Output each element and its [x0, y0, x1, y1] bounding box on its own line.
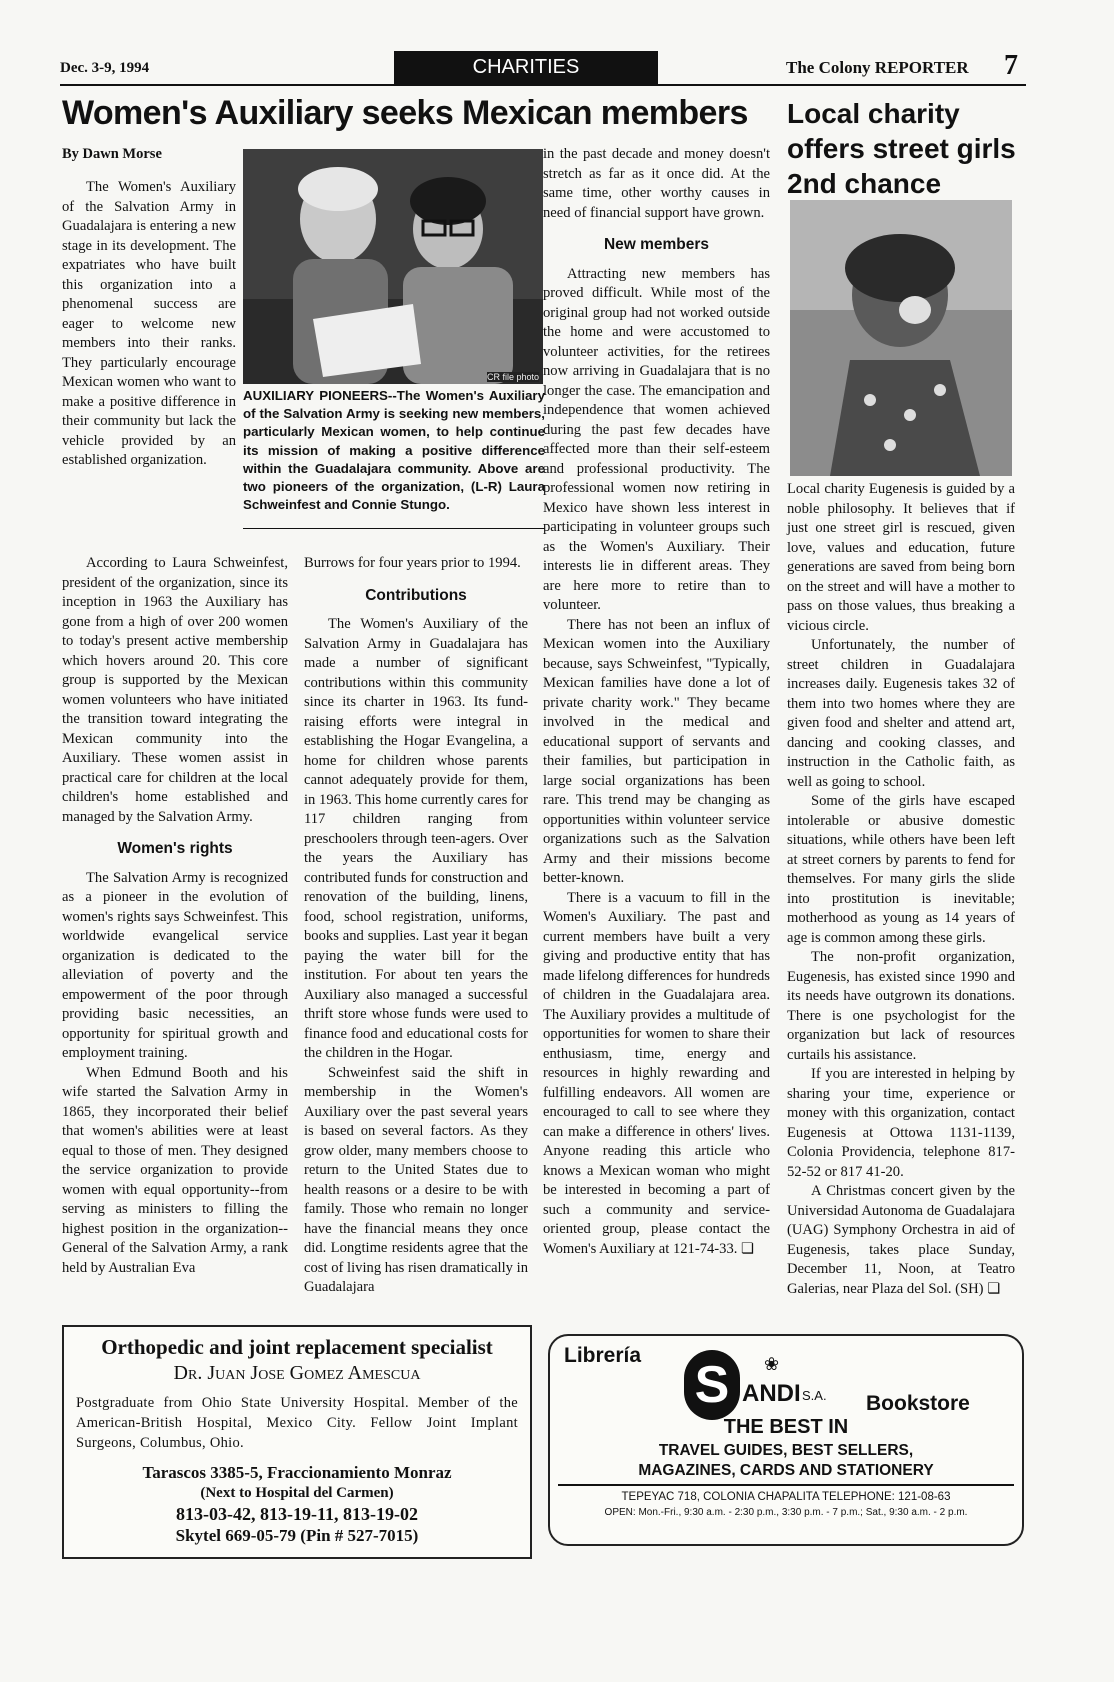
street-girl-photo: [790, 200, 1012, 476]
intro-paragraph: The Women's Auxiliary of the Salvation Army in Guadalajara is entering a new stage in its development. The expatriates who have built this organization into a phenomenal success are eager to welcome new members into their ranks. They particularly encourage Mexican women who want to make a positive difference in their community but lack the vehicle provided by an established organization.: [62, 179, 236, 468]
col1-paragraph-3: The Salvation Army is recognized as a pioneer in the evolution of women's rights says Schweinfest. This worldwide evangelical service organization is dedicated to the alleviation of poverty and the empowerment of the poor through providing basic necessities, an opportunity for spiritual growth and employment training.: [62, 869, 288, 1061]
logo-letter: S: [694, 1356, 730, 1414]
col1-paragraph-4: When Edmund Booth and his wife started the Salvation Army in 1865, they incorporated their belief that women's abilities were at least equal to those of men. They designed the service organization to provide women with equal opportunity--from serving as ministers to filling the highest position in the organization--General of the Salvation Army, a rank held by Australian Eva: [62, 1064, 288, 1276]
libreria-label: Librería: [564, 1344, 642, 1367]
photo-caption: AUXILIARY PIONEERS--The Women's Auxiliary of the Salvation Army is seeking new members, particularly Mexican women, to help continue its mission of making a positive difference within the Guadalajara community. Above are two pioneers of the organization, (L-R) Laura Schweinfest and Connie Stungo.: [243, 388, 545, 513]
doctor-credentials: Postgraduate from Ohio State University Hospital. Member of the American-British Hospital, Mexico City. Fellow Joint Implant Surgeons, Columbus, Ohio.: [76, 1395, 518, 1451]
best-in-label: THE BEST IN: [723, 1416, 849, 1438]
main-headline: Women's Auxiliary seeks Mexican members: [62, 94, 748, 132]
doctor-phones: 813-03-42, 813-19-11, 813-19-02: [176, 1504, 418, 1524]
photo-credit: CR file photo: [486, 372, 539, 382]
auxiliary-pioneers-photo: [243, 149, 543, 384]
byline: By Dawn Morse: [62, 146, 162, 162]
col2-paragraph-3: Schweinfest said the shift in membership in the Women's Auxiliary over the past several years is based on several factors. As they grow older, many members choose to return to the United States due to health reasons or a desire to be with family. Those who remain no longer have the financial means they once did. Longtime residents agree that the cost of living has risen dramatically in Guadalajara: [304, 1064, 528, 1295]
side-paragraph-4: If you are interested in helping by sharing your time, experience or money with this organization, contact Eugenesis at Ottowa 1131-1139, Colonia Providencia, telephone 817-52-52 or 817 41-20.: [787, 1066, 1015, 1180]
sandi-logo: [684, 1350, 740, 1420]
side-headline: Local charity offers street girls 2nd chance: [787, 98, 1016, 199]
street-girl-illustration: [790, 200, 1012, 476]
side-photo-caption: Local charity Eugenesis is guided by a noble philosophy. It believes that if just one street girl is rescued, given love, values and education, future generations are saved from being born on the street and will have a mother to pass on those values, thus breaking a vicious circle.: [787, 481, 1015, 634]
subhead-new-members: New members: [603, 236, 710, 253]
col3-paragraph-2: Attracting new members has proved difficult. While most of the original group had not worked outside the home and were accustomed to volunteer activities, for the retirees now arriving in Guadalajara that is no longer the case. The emancipation and independence that women achieved during the past few decades have affected more than their self-esteem and professional productivity. The professional women now retiring in Mexico have shown less interest in participating in volunteer groups such as the Women's Auxiliary. Their interests lie in different areas. They are here more to retire than to volunteer.: [543, 265, 770, 613]
caption-rule: [243, 528, 545, 529]
col1: [62, 554, 288, 1278]
bookstore-rule: [558, 1484, 1014, 1486]
end-mark-icon: ❏: [741, 1240, 755, 1257]
side-paragraph-5-text: A Christmas concert given by the Universidad Autonoma de Guadalajara (UAG) Symphony Orchestra in aid of Eugenesis, takes place Sunday, December 11, Noon, at Teatro Galerias, near Plaza del Sol. (SH): [787, 1183, 1015, 1297]
masthead-rule: [60, 84, 1026, 86]
flower-icon: ❀: [764, 1354, 780, 1374]
side-paragraph-2: Some of the girls have escaped intolerable or abusive domestic situations, while others have been left at street corners by parents to fend for themselves. For many girls the slide into prostitution is inevitable; motherhood as young as 14 years of age is common among these girls.: [787, 793, 1015, 946]
col3: [543, 145, 770, 1259]
bookstore-label: Bookstore: [866, 1392, 970, 1415]
col2: [304, 554, 528, 1298]
side-paragraph-3: The non-profit organization, Eugenesis, has existed since 1990 and its needs have outgrown its donations. There is one psychologist for the organization but lack of resources curtails his assistance.: [787, 949, 1015, 1063]
bookstore-line-1: TRAVEL GUIDES, BEST SELLERS,: [658, 1442, 914, 1459]
doctor-skytel: Skytel 669-05-79 (Pin # 527-7015): [175, 1526, 419, 1545]
col3-paragraph-3: There has not been an influx of Mexican women into the Auxiliary because, says Schweinfest, "Typically, Mexican families have done a lot of private charity work." They became involved in the medical and educational support of servants and their families, but participation in large social organizations has been rare. This trend may be changing as opportunities within volunteer service organizations such as the Salvation Army and their missions become better-known.: [543, 616, 770, 886]
subhead-contributions: Contributions: [365, 586, 467, 604]
side-paragraph-1: Unfortunately, the number of street children in Guadalajara increases daily. Eugenesis takes 32 of them into two homes where they are given food and shelter and attend art, dancing and cooking classes, and instruction in the Catholic faith, as well as going to school.: [787, 637, 1015, 790]
bookstore-address: TEPEYAC 718, COLONIA CHAPALITA TELEPHONE: 121-08-63: [621, 1491, 951, 1503]
masthead-date: Dec. 3-9, 1994: [60, 60, 150, 76]
col1-paragraph-2: According to Laura Schweinfest, president of the organization, since its inception in 1963 the Auxiliary has gone from a high of over 200 women to today's present active membership which hovers around 20. This core group is supported by the Mexican women volunteers who have initiated the transition toward integrating the Mexican community into the Auxiliary. These women assist in practical care for children at the local children's home established and managed by the Salvation Army.: [62, 555, 288, 825]
section-banner: CHARITIES: [394, 51, 658, 84]
subhead-womens-rights: Women's rights: [117, 840, 233, 857]
col1-intro: [62, 178, 236, 471]
col2-paragraph-1: Burrows for four years prior to 1994.: [304, 555, 521, 571]
col3-paragraph-4-text: There is a vacuum to fill in the Women's Auxiliary. The past and current members have built a very giving and productive entity that has made lifelong differences for hundreds of children in the Guadalajara area. The Auxiliary provides a multitude of opportunities for women to share their enthusiasm, time, energy and resources in highly rewarding and fulfilling endeavors. All women are encouraged to call to see where they can make a difference in others' lives. Anyone reading this article who knows a Mexican woman who might be interested in becoming a part of such a community and service-oriented group, please contact the Women's Auxiliary at 121-74-33.: [543, 889, 770, 1257]
bookstore-hours: OPEN: Mon.-Fri., 9:30 a.m. - 2:30 p.m., 3:30 p.m. - 7 p.m.; Sat., 9:30 a.m. - 2 p.m.: [604, 1507, 968, 1518]
col4: [787, 480, 1015, 1299]
logo-suffix: S.A.: [802, 1388, 827, 1403]
paper-name: The Colony REPORTER: [786, 58, 969, 77]
logo-name: ANDI: [742, 1380, 801, 1407]
side-paragraph-5: [787, 1182, 1015, 1299]
doctor-address: Tarascos 3385-5, Fraccionamiento Monraz: [142, 1463, 452, 1482]
doctor-near: (Next to Hospital del Carmen): [200, 1485, 394, 1501]
doctor-ad: [62, 1325, 532, 1559]
col3-paragraph-1: in the past decade and money doesn't stretch as far as it once did. At the same time, other worthy causes in need of financial support have grown.: [543, 146, 770, 221]
doctor-name: Dr. Juan Jose Gomez Amescua: [173, 1362, 421, 1384]
col3-paragraph-4: [543, 889, 770, 1260]
page-number: 7: [1004, 50, 1018, 81]
end-mark-icon: ❏: [987, 1280, 1001, 1297]
col2-paragraph-2: The Women's Auxiliary of the Salvation Army in Guadalajara has made a number of significant contributions within this community since its charter in 1963. Its fund-raising efforts were integral in establishing the Hogar Evangelina, a home for children whose parents cannot adequately provide for them, in 1963. This home currently cares for 117 children ranging from preschoolers through teen-agers. Over the years the Auxiliary has contributed funds for construction and renovation of the building, linens, food, school registration, uniforms, books and supplies. Last year it began paying the water bill for the institution. For about ten years the Auxiliary also managed a successful thrift store whose funds were used to finance food and educational costs for the children in the Hogar.: [304, 616, 528, 1061]
doctor-ad-title: Orthopedic and joint replacement specialist: [101, 1335, 493, 1359]
bookstore-line-2: MAGAZINES, CARDS AND STATIONERY: [638, 1462, 934, 1479]
bookstore-ad: [548, 1334, 1024, 1546]
photo-illustration: [243, 149, 543, 384]
